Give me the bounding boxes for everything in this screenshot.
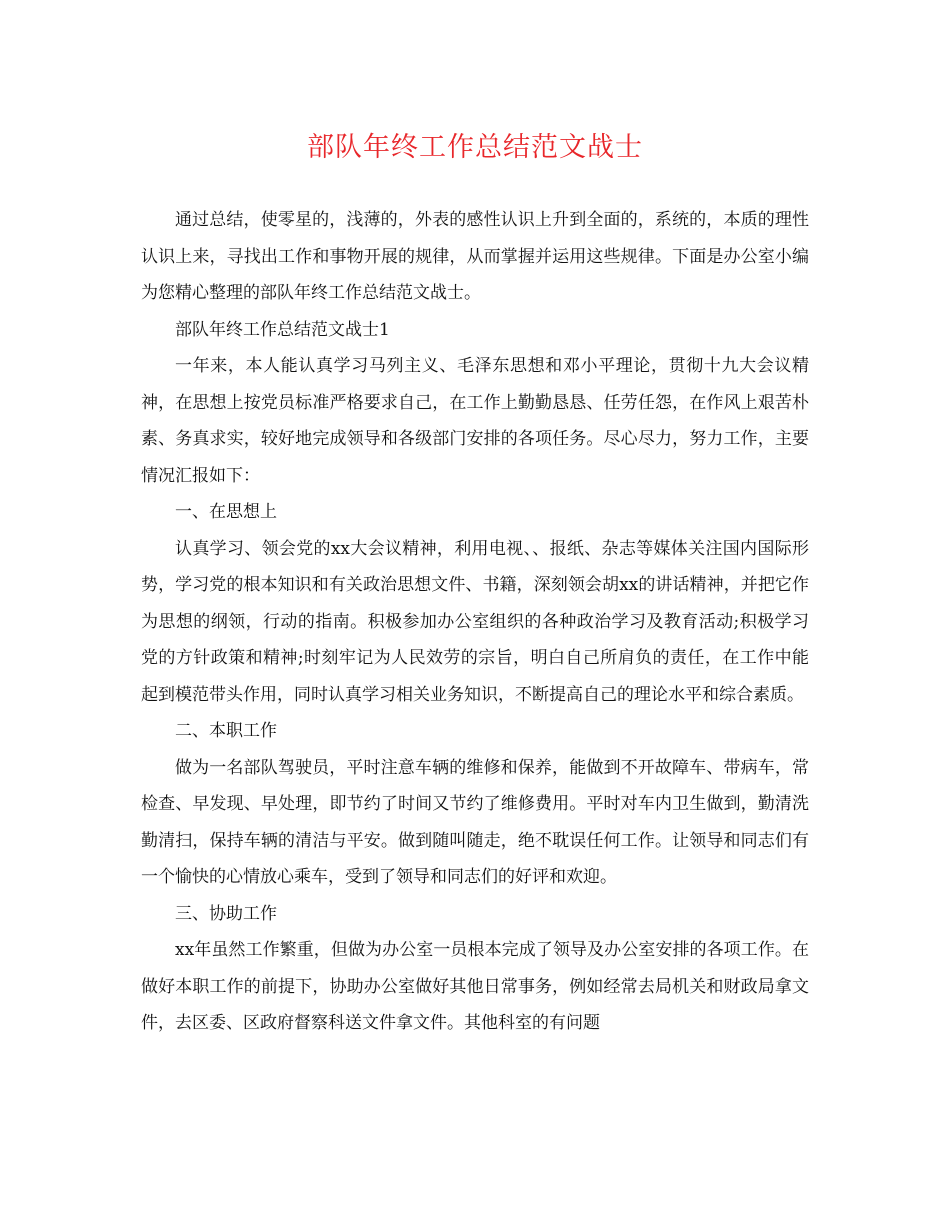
document-title: 部队年终工作总结范文战士 xyxy=(307,132,643,163)
duties-paragraph: 做为一名部队驾驶员，平时注意车辆的维修和保养，能做到不开故障车、带病车，常检查、早发现、早处理，即节约了时间又节约了维修费用。平时对车内卫生做到，勤清洗勤清扫，保持车辆的清洁与平安。做到随叫随走，绝不耽误任何工作。让领导和同志们有一个愉快的心情放心乘车，受到了领导和同志们的好评和欢迎。 xyxy=(141,757,809,887)
summary-paragraph: 一年来，本人能认真学习马列主义、毛泽东思想和邓小平理论，贯彻十九大会议精神，在思想上按党员标准严格要求自己，在工作上勤勤恳恳、任劳任怨，在作风上艰苦朴素、务真求实，较好地完成领导和各级部门安排的各项任务。尽心尽力，努力工作，主要情况汇报如下： xyxy=(141,356,809,486)
heading-ideology: 一、在思想上 xyxy=(175,502,277,522)
section-heading-1: 部队年终工作总结范文战士1 xyxy=(175,319,390,340)
document-body xyxy=(141,202,809,1042)
ideology-paragraph: 认真学习、领会党的xx大会议精神，利用电视、、报纸、杂志等媒体关注国内国际形势，学习党的根本知识和有关政治思想文件、书籍，深刻领会胡xx的讲话精神，并把它作为思想的纲领，行动的指南。积极参加办公室组织的各种政治学习及教育活动;积极学习党的方针政策和精神;时刻牢记为人民效劳的宗旨，明白自己所肩负的责任，在工作中能起到模范带头作用，同时认真学习相关业务知识，不断提高自己的理论水平和综合素质。 xyxy=(141,538,809,705)
assistance-paragraph: xx年虽然工作繁重，但做为办公室一员根本完成了领导及办公室安排的各项工作。在做好本职工作的前提下，协助办公室做好其他日常事务，例如经常去局机关和财政局拿文件，去区委、区政府督察科送文件拿文件。其他科室的有问题 xyxy=(141,940,809,1033)
heading-assistance: 三、协助工作 xyxy=(175,903,277,924)
intro-paragraph: 通过总结，使零星的，浅薄的，外表的感性认识上升到全面的，系统的，本质的理性认识上来，寻找出工作和事物开展的规律，从而掌握并运用这些规律。下面是办公室小编为您精心整理的部队年终工作总结范文战士。 xyxy=(141,210,809,303)
heading-duties: 二、本职工作 xyxy=(175,721,277,741)
